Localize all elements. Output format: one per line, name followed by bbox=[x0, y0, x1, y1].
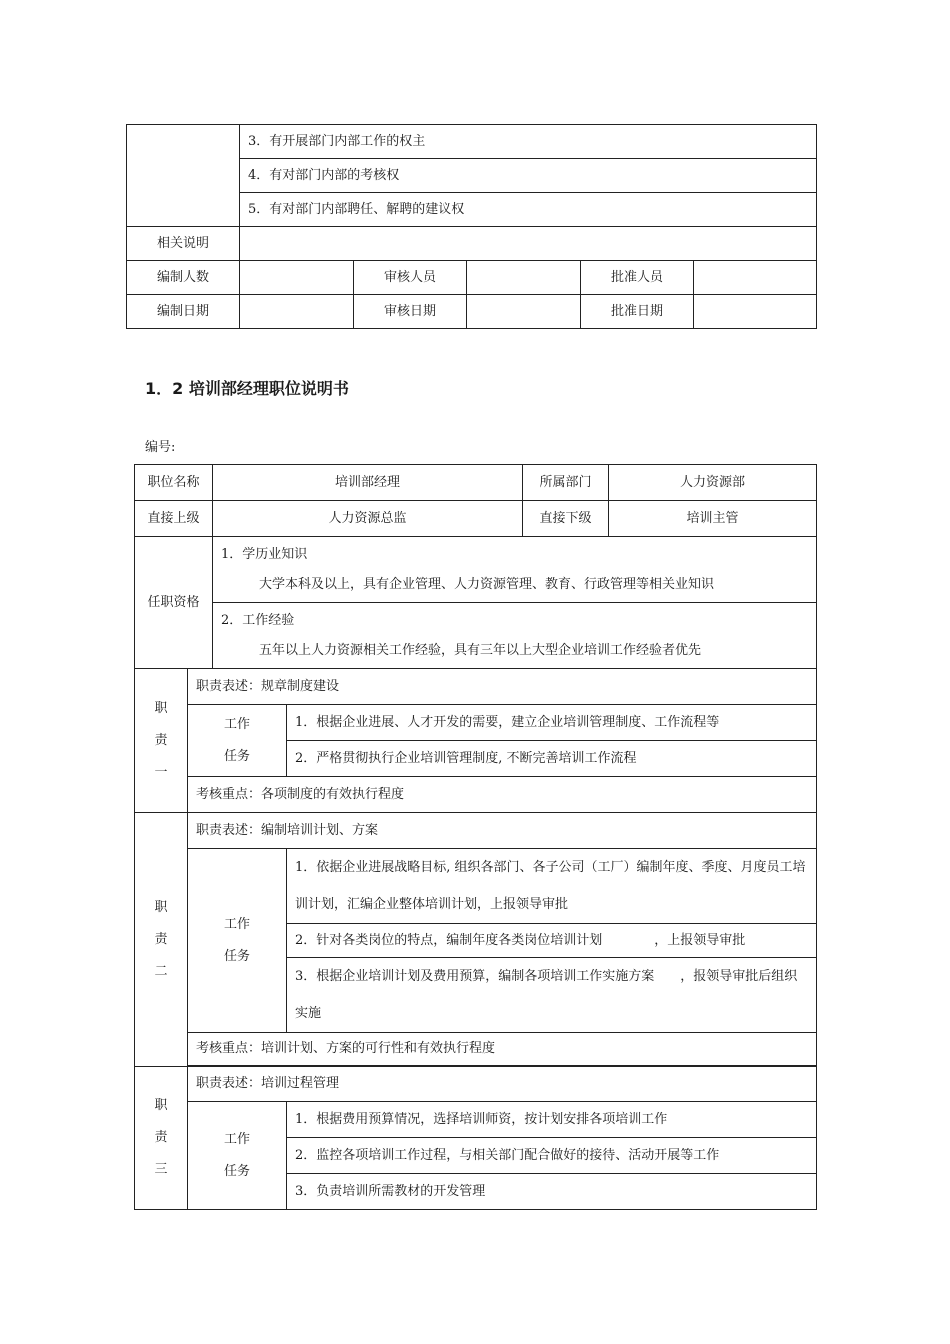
authority-item: 5．有对部门内部聘任、解聘的建议权 bbox=[240, 193, 817, 227]
qualification-title: 1．学历业知识 bbox=[221, 546, 308, 562]
task-item: 2．监控各项培训工作过程，与相关部门配合做好的接待、活动开展等工作 bbox=[287, 1138, 817, 1174]
duty-label-char: 责 bbox=[154, 732, 168, 748]
duty-statement: 职责表述：编制培训计划、方案 bbox=[188, 813, 817, 849]
authority-label-cell bbox=[127, 125, 240, 227]
task-label bbox=[188, 849, 287, 1033]
qualification-detail: 五年以上人力资源相关工作经验，具有三年以上大型企业培训工作经验者优先 bbox=[259, 642, 702, 658]
document-number-label: 编号: bbox=[145, 440, 176, 455]
duty-label-char: 责 bbox=[154, 1130, 168, 1145]
task-item: 1．根据企业进展、人才开发的需要，建立企业培训管理制度、工作流程等 bbox=[287, 705, 817, 741]
duty-label-char: 一 bbox=[154, 764, 168, 780]
duty-label bbox=[135, 1067, 188, 1210]
authority-item: 3．有开展部门内部工作的权主 bbox=[240, 125, 817, 159]
duty-statement: 职责表述：培训过程管理 bbox=[188, 1067, 817, 1102]
task-item: 2．严格贯彻执行企业培训管理制度, 不断完善培训工作流程 bbox=[287, 741, 817, 777]
qualification-title: 2．工作经验 bbox=[221, 612, 295, 628]
compile-date-label: 编制日期 bbox=[127, 295, 240, 329]
assessment-focus: 考核重点：培训计划、方案的可行性和有效执行程度 bbox=[188, 1033, 817, 1066]
review-date-label: 审核日期 bbox=[354, 295, 467, 329]
compile-date-value bbox=[240, 295, 354, 329]
task-label-line: 工作 bbox=[224, 716, 251, 732]
compile-count-value bbox=[240, 261, 354, 295]
qualification-label: 任职资格 bbox=[135, 537, 213, 669]
duty-label-char: 三 bbox=[154, 1162, 168, 1177]
direct-subordinate-value: 培训主管 bbox=[609, 501, 817, 537]
direct-superior-value: 人力资源总监 bbox=[213, 501, 523, 537]
duty-label-char: 职 bbox=[154, 700, 168, 716]
related-notes-label: 相关说明 bbox=[127, 227, 240, 261]
task-label-line: 工作 bbox=[224, 916, 251, 932]
duty-label bbox=[135, 813, 188, 1067]
duty-label-char: 职 bbox=[154, 1098, 168, 1113]
qualification-detail: 大学本科及以上，具有企业管理、人力资源管理、教育、行政管理等相关业知识 bbox=[259, 576, 715, 592]
task-label-line: 任务 bbox=[224, 948, 251, 964]
task-label bbox=[188, 705, 287, 777]
position-name-value: 培训部经理 bbox=[213, 465, 523, 501]
approve-date-label: 批准日期 bbox=[581, 295, 694, 329]
department-value: 人力资源部 bbox=[609, 465, 817, 501]
reviewer-label: 审核人员 bbox=[354, 261, 467, 295]
direct-subordinate-label: 直接下级 bbox=[523, 501, 609, 537]
authority-item: 4．有对部门内部的考核权 bbox=[240, 159, 817, 193]
qualification-item bbox=[213, 603, 817, 669]
position-name-label: 职位名称 bbox=[135, 465, 213, 501]
task-label bbox=[188, 1102, 287, 1210]
department-label: 所属部门 bbox=[523, 465, 609, 501]
qualification-item bbox=[213, 537, 817, 603]
task-item: 3．根据企业培训计划及费用预算，编制各项培训工作实施方案 ，报领导审批后组织实施 bbox=[287, 958, 817, 1033]
task-label-line: 任务 bbox=[224, 748, 251, 764]
assessment-focus: 考核重点：各项制度的有效执行程度 bbox=[188, 777, 817, 813]
related-notes-value bbox=[240, 227, 817, 261]
task-item: 3．负责培训所需教材的开发管理 bbox=[287, 1174, 817, 1210]
duty-statement: 职责表述：规章制度建设 bbox=[188, 669, 817, 705]
duty-label-char: 二 bbox=[154, 963, 168, 979]
reviewer-value bbox=[467, 261, 581, 295]
task-item: 1．根据费用预算情况，选择培训师资，按计划安排各项培训工作 bbox=[287, 1102, 817, 1138]
direct-superior-label: 直接上级 bbox=[135, 501, 213, 537]
section-heading: 1．2 培训部经理职位说明书 bbox=[145, 379, 349, 398]
task-item: 1．依据企业进展战略目标, 组织各部门、各子公司（工厂）编制年度、季度、月度员工培训计划，汇编企业整体培训计划，上报领导审批 bbox=[287, 849, 817, 924]
job-description-table bbox=[134, 464, 817, 1210]
duty-label-char: 责 bbox=[154, 931, 168, 947]
approve-date-value bbox=[694, 295, 817, 329]
approver-value bbox=[694, 261, 817, 295]
task-label-line: 任务 bbox=[224, 1163, 251, 1179]
duty-label bbox=[135, 669, 188, 813]
task-label-line: 工作 bbox=[224, 1131, 251, 1147]
compile-count-label: 编制人数 bbox=[127, 261, 240, 295]
duty-label-char: 职 bbox=[154, 899, 168, 915]
task-item: 2．针对各类岗位的特点，编制年度各类岗位培训计划 ，上报领导审批 bbox=[287, 924, 817, 958]
authority-table bbox=[126, 124, 817, 329]
approver-label: 批准人员 bbox=[581, 261, 694, 295]
review-date-value bbox=[467, 295, 581, 329]
